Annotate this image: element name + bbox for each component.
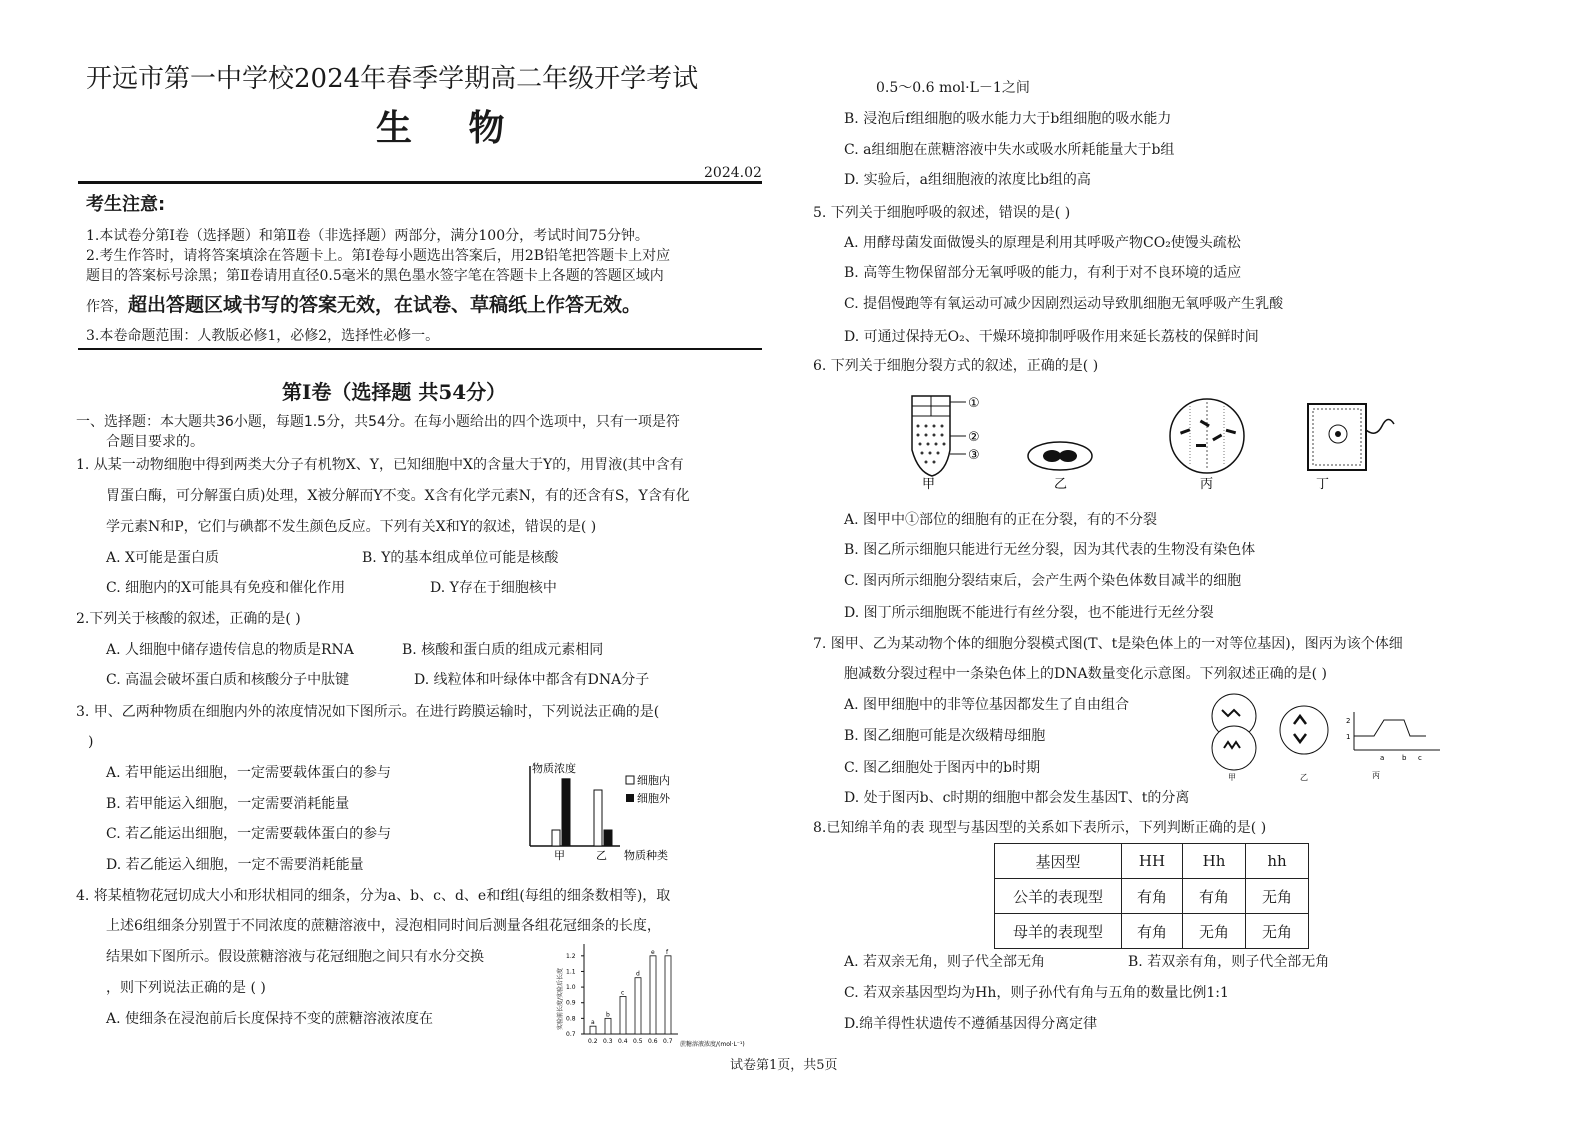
chart1-legend-inside-label: 细胞内 xyxy=(637,774,670,787)
q8-option-a: A. 若双亲无角，则子代全部无角 xyxy=(844,954,1046,970)
chart2-xtick-label: 0.6 xyxy=(648,1038,658,1045)
q7-figures xyxy=(1204,690,1448,782)
q6-mark-2: ② xyxy=(968,430,980,445)
chart2-bar-label: e xyxy=(651,948,655,956)
q6-mark-3: ③ xyxy=(968,448,980,463)
q5-option-c: C. 提倡慢跑等有氧运动可减少因剧烈运动导致肌细胞无氧呼吸产生乳酸 xyxy=(844,296,1284,312)
q3-option-d: D. 若乙能运入细胞，一定不需要消耗能量 xyxy=(106,857,364,873)
chart1-bar-乙-细胞内 xyxy=(594,790,602,846)
chart2-xlabel: 蔗糖溶液浓度/(mol·L⁻¹) xyxy=(680,1041,745,1048)
chart2-xtick-label: 0.3 xyxy=(603,1038,613,1045)
q6-figures xyxy=(900,390,1410,495)
q6-label-bing: 丙 xyxy=(1200,477,1214,492)
q6-mark-1: ① xyxy=(968,396,980,411)
chart2-bar-d xyxy=(635,978,641,1034)
notice-line-3: 题目的答案标号涂黑；第Ⅱ卷请用直径0.5毫米的黑色墨水签字笔在答题卡上各题的答题区域内 xyxy=(86,268,664,284)
notice-line-4-prefix: 作答， xyxy=(86,299,128,315)
q4-option-a: A. 使细条在浸泡前后长度保持不变的蔗糖溶液浓度在 xyxy=(106,1011,434,1027)
q6-option-d: D. 图丁所示细胞既不能进行有丝分裂，也不能进行无丝分裂 xyxy=(844,605,1214,621)
q7-cell-yi xyxy=(1280,706,1328,782)
q1-stem-2: 胃蛋白酶，可分解蛋白质)处理，X被分解而Y不变。X含有化学元素N，有的还含有S，Y含有化 xyxy=(106,488,690,504)
q7-axis-1: 1 xyxy=(1346,733,1351,741)
q6-stem: 6. 下列关于细胞分裂方式的叙述，正确的是( ) xyxy=(813,358,1099,374)
chart2-ytick-label: 0.8 xyxy=(566,1015,576,1023)
table-cell: 无角 xyxy=(1183,914,1246,949)
plant-cell-figure xyxy=(1308,404,1394,492)
chart1-bar-乙-细胞外 xyxy=(604,830,612,846)
table-cell: 无角 xyxy=(1246,914,1309,949)
chart1-xlabel: 物质种类 xyxy=(624,849,668,862)
table-header-cell: HH xyxy=(1122,844,1183,879)
q1-option-d: D. Y存在于细胞核中 xyxy=(430,580,557,596)
chart1-bar-甲-细胞内 xyxy=(552,830,560,846)
table-header-cell: 基因型 xyxy=(995,844,1122,879)
q4-option-a-cont: 0.5～0.6 mol·L－1之间 xyxy=(876,80,1030,96)
chart1-legend-inside xyxy=(626,776,634,784)
q8-option-d: D.绵羊得性状遗传不遵循基因得分离定律 xyxy=(844,1016,1098,1032)
q7-stem-2: 胞减数分裂过程中一条染色体上的DNA数量变化示意图。下列叙述正确的是( ) xyxy=(844,666,1327,682)
chart2-ytick-label: 0.9 xyxy=(566,999,576,1007)
table-header-cell: hh xyxy=(1246,844,1309,879)
q3-option-b: B. 若甲能运入细胞，一定需要消耗能量 xyxy=(106,796,350,812)
section-intro-2: 合题目要求的。 xyxy=(106,434,204,450)
exam-date: 2024.02 xyxy=(704,165,762,181)
chart2-ytick-label: 0.7 xyxy=(566,1031,576,1038)
q4-option-b: B. 浸泡后f组细胞的吸水能力大于b组细胞的吸水能力 xyxy=(844,111,1172,127)
table-cell: 无角 xyxy=(1246,879,1309,914)
chart1-legend-outside xyxy=(626,794,634,802)
q5-option-b: B. 高等生物保留部分无氧呼吸的能力，有利于对不良环境的适应 xyxy=(844,265,1242,281)
q4-stem-3: 结果如下图所示。假设蔗糖溶液与花冠细胞之间只有水分交换 xyxy=(106,949,484,965)
chart2-bar-label: d xyxy=(636,970,640,978)
amitosis-figure xyxy=(1028,442,1092,492)
q6-option-a: A. 图甲中①部位的细胞有的正在分裂，有的不分裂 xyxy=(844,512,1158,528)
q5-option-a: A. 用酵母菌发面做馒头的原理是利用其呼吸产物CO₂使馒头疏松 xyxy=(844,235,1241,251)
q3-option-a: A. 若甲能运出细胞，一定需要载体蛋白的参与 xyxy=(106,765,392,781)
q7-option-a: A. 图甲细胞中的非等位基因都发生了自由组合 xyxy=(844,697,1130,713)
chart2-ylabel: 实验前长度/实验后长度 xyxy=(557,967,564,1030)
q7-dna-graph xyxy=(1346,712,1440,780)
q7-label-jia: 甲 xyxy=(1228,773,1236,782)
chart2-bar-label: c xyxy=(621,989,625,997)
q7-label-yi: 乙 xyxy=(1300,773,1308,782)
q1-option-c: C. 细胞内的X可能具有免疫和催化作用 xyxy=(106,580,346,596)
chart2-xtick-label: 0.5 xyxy=(633,1038,643,1045)
chart2-bar-label: f xyxy=(666,948,669,956)
notice-line-4 xyxy=(86,292,641,320)
q3-concentration-chart xyxy=(516,758,686,868)
genotype-table xyxy=(994,843,1309,949)
notice-line-2: 2.考生作答时，请将答案填涂在答题卡上。第Ⅰ卷每小题选出答案后，用2B铅笔把答题卡上对应 xyxy=(86,248,671,264)
q5-stem: 5. 下列关于细胞呼吸的叙述，错误的是( ) xyxy=(813,205,1071,221)
q5-option-d: D. 可通过保持无O₂、干燥环境抑制呼吸作用来延长荔枝的保鲜时间 xyxy=(844,329,1259,345)
table-cell: 有角 xyxy=(1183,879,1246,914)
table-header-cell: Hh xyxy=(1183,844,1246,879)
q4-option-c: C. a组细胞在蔗糖溶液中失水或吸水所耗能量大于b组 xyxy=(844,142,1175,158)
chart2-bar-f xyxy=(665,956,671,1034)
table-row xyxy=(995,879,1309,914)
chart2-bar-a xyxy=(590,1026,596,1034)
q6-option-b: B. 图乙所示细胞只能进行无丝分裂，因为其代表的生物没有染色体 xyxy=(844,542,1256,558)
q7-label-bing: 丙 xyxy=(1372,771,1380,780)
q8-option-b: B. 若双亲有角，则子代全部无角 xyxy=(1128,954,1330,970)
q4-stem-4: ，则下列说法正确的是 ( ) xyxy=(106,980,266,996)
notice-line-1: 1.本试卷分第Ⅰ卷（选择题）和第Ⅱ卷（非选择题）两部分，满分100分，考试时间75分钟。 xyxy=(86,228,649,244)
q4-length-chart xyxy=(548,938,798,1054)
table-cell: 公羊的表现型 xyxy=(995,879,1122,914)
q6-option-c: C. 图丙所示细胞分裂结束后，会产生两个染色体数目减半的细胞 xyxy=(844,573,1242,589)
chart1-cat-1: 乙 xyxy=(596,849,607,862)
section-intro-1: 一、选择题：本大题共36小题，每题1.5分，共54分。在每小题给出的四个选项中，只有一项是符 xyxy=(76,414,680,430)
q1-stem-1: 1. 从某一动物细胞中得到两类大分子有机物X、Y，已知细胞中X的含量大于Y的，用胃液(其中含有 xyxy=(76,457,684,473)
mitosis-figure xyxy=(1170,399,1244,492)
q8-stem: 8.已知绵羊角的表 现型与基因型的关系如下表所示，下列判断正确的是( ) xyxy=(813,820,1267,836)
q2-option-d: D. 线粒体和叶绿体中都含有DNA分子 xyxy=(414,672,650,688)
q4-stem-1: 4. 将某植物花冠切成大小和形状相同的细条，分为a、b、c、d、e和f组(每组的细条数相等)，取 xyxy=(76,888,671,904)
q2-option-c: C. 高温会破坏蛋白质和核酸分子中肽键 xyxy=(106,672,350,688)
chart2-xtick-label: 0.7 xyxy=(663,1038,673,1045)
table-cell: 有角 xyxy=(1122,879,1183,914)
chart1-legend-outside-label: 细胞外 xyxy=(637,792,670,805)
q6-label-yi: 乙 xyxy=(1054,477,1068,492)
chart2-bar-c xyxy=(620,996,626,1034)
exam-title: 开远市第一中学校2024年春季学期高二年级开学考试 xyxy=(86,64,699,94)
q2-option-a: A. 人细胞中储存遗传信息的物质是RNA xyxy=(106,642,354,658)
q7-option-c: C. 图乙细胞处于图丙中的b时期 xyxy=(844,760,1041,776)
chart2-bar-b xyxy=(605,1018,611,1034)
q7-axis-b: b xyxy=(1402,754,1407,762)
q7-axis-a: a xyxy=(1380,754,1385,762)
root-tip-figure xyxy=(912,396,980,492)
notice-warning: 超出答题区域书写的答案无效，在试卷、草稿纸上作答无效。 xyxy=(128,294,642,316)
q3-stem-2: ) xyxy=(88,734,94,750)
q7-stem: 7. 图甲、乙为某动物个体的细胞分裂模式图(T、t是染色体上的一对等位基因)，图丙为该个体细 xyxy=(813,636,1403,652)
subject-title: 生 物 xyxy=(376,108,527,149)
notice-line-5: 3.本卷命题范围：人教版必修1，必修2，选择性必修一。 xyxy=(86,328,440,344)
q3-option-c: C. 若乙能运出细胞，一定需要载体蛋白的参与 xyxy=(106,826,392,842)
notice-rule xyxy=(78,348,762,350)
chart1-cat-0: 甲 xyxy=(554,849,565,862)
chart2-ytick-label: 1.2 xyxy=(566,952,576,960)
q1-stem-3: 学元素N和P，它们与碘都不发生颜色反应。下列有关X和Y的叙述，错误的是( ) xyxy=(106,519,597,535)
table-cell: 母羊的表现型 xyxy=(995,914,1122,949)
q2-stem: 2.下列关于核酸的叙述，正确的是( ) xyxy=(76,611,301,627)
q8-option-c: C. 若双亲基因型均为Hh，则子孙代有角与五角的数量比例1:1 xyxy=(844,985,1229,1001)
header-rule xyxy=(78,181,762,184)
chart2-xtick-label: 0.2 xyxy=(588,1038,598,1045)
table-header-row xyxy=(995,844,1309,879)
chart2-bar-label: b xyxy=(606,1011,610,1019)
chart2-xtick-label: 0.4 xyxy=(618,1038,628,1045)
q7-option-d: D. 处于图丙b、c时期的细胞中都会发生基因T、t的分离 xyxy=(844,790,1190,806)
q2-option-b: B. 核酸和蛋白质的组成元素相同 xyxy=(402,642,604,658)
q1-option-b: B. Y的基本组成单位可能是核酸 xyxy=(362,550,559,566)
page-footer: 试卷第1页，共5页 xyxy=(730,1058,838,1073)
q7-axis-c: c xyxy=(1418,754,1422,762)
table-row xyxy=(995,914,1309,949)
chart1-bar-甲-细胞外 xyxy=(562,779,570,846)
q7-cell-jia xyxy=(1212,694,1256,782)
chart2-ytick-label: 1.1 xyxy=(566,968,576,976)
q4-stem-2: 上述6组细条分别置于不同浓度的蔗糖溶液中，浸泡相同时间后测量各组花冠细条的长度， xyxy=(106,918,661,934)
chart2-ytick-label: 1.0 xyxy=(566,984,576,992)
q6-label-ding: 丁 xyxy=(1316,477,1330,492)
notice-heading: 考生注意: xyxy=(86,194,166,215)
part1-title: 第Ⅰ卷（选择题 共54分） xyxy=(282,380,507,404)
chart2-bar-e xyxy=(650,956,656,1034)
q7-axis-2: 2 xyxy=(1346,717,1351,725)
q7-option-b: B. 图乙细胞可能是次级精母细胞 xyxy=(844,728,1046,744)
q1-option-a: A. X可能是蛋白质 xyxy=(106,550,219,566)
q4-option-d: D. 实验后，a组细胞液的浓度比b组的高 xyxy=(844,172,1091,188)
chart2-bar-label: a xyxy=(591,1019,595,1027)
chart1-ylabel: 物质浓度 xyxy=(532,762,576,775)
q6-label-jia: 甲 xyxy=(922,477,936,492)
table-cell: 有角 xyxy=(1122,914,1183,949)
q3-stem: 3. 甲、乙两种物质在细胞内外的浓度情况如下图所示。在进行跨膜运输时，下列说法正确的是( xyxy=(76,704,660,720)
